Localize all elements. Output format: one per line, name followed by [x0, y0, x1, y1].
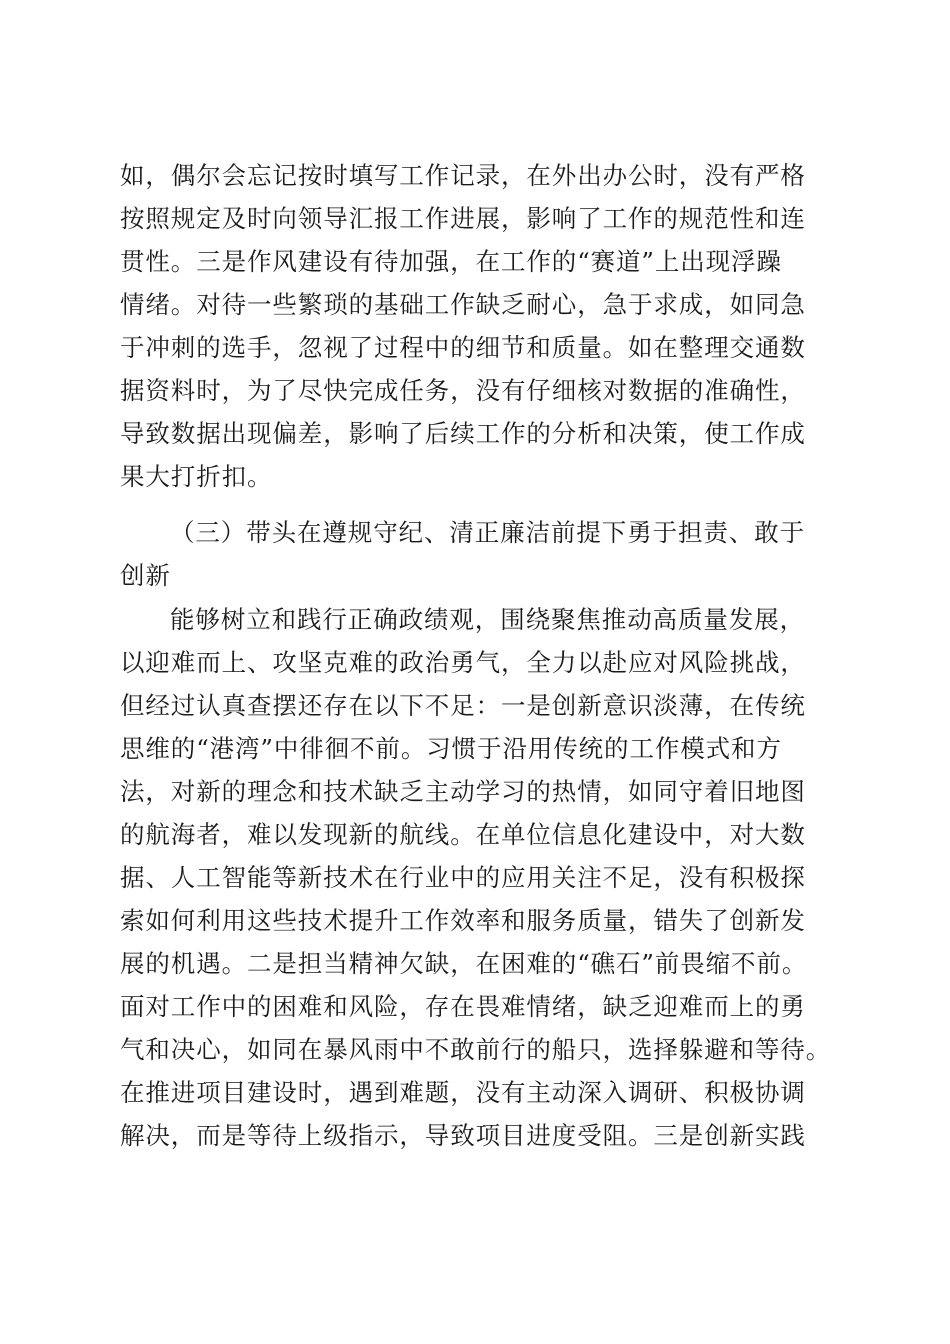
- body-text-line: 思维的“港湾”中徘徊不前。习惯于沿用传统的工作模式和方: [120, 734, 782, 763]
- body-text-line: 面对工作中的困难和风险，存在畏难情绪，缺乏迎难而上的勇: [120, 992, 806, 1021]
- body-text-line: 法，对新的理念和技术缺乏主动学习的热情，如同守着旧地图: [120, 777, 806, 806]
- body-text-line: 如，偶尔会忘记按时填写工作记录，在外出办公时，没有严格: [120, 161, 806, 190]
- paragraph-first-line: 能够树立和践行正确政绩观，围绕聚焦推动高质量发展，: [170, 605, 805, 634]
- section-heading-continuation: 创新: [120, 561, 171, 590]
- body-text-line: 解决，而是等待上级指示，导致项目进度受阻。三是创新实践: [120, 1121, 806, 1150]
- body-text-line: 贯性。三是作风建设有待加强，在工作的“赛道”上出现浮躁: [120, 247, 782, 276]
- body-text-line: 果大打折扣。: [120, 462, 273, 491]
- section-heading: （三）带头在遵规守纪、清正廉洁前提下勇于担责、敢于: [170, 518, 805, 547]
- body-text-line: 于冲刺的选手，忽视了过程中的细节和质量。如在整理交通数: [120, 333, 806, 362]
- body-text-line: 导致数据出现偏差，影响了后续工作的分析和决策，使工作成: [120, 419, 806, 448]
- body-text-line: 索如何利用这些技术提升工作效率和服务质量，错失了创新发: [120, 906, 806, 935]
- body-text-line: 据、人工智能等新技术在行业中的应用关注不足，没有积极探: [120, 863, 806, 892]
- body-text-line: 以迎难而上、攻坚克难的政治勇气，全力以赴应对风险挑战，: [120, 648, 806, 677]
- body-text-line: 展的机遇。二是担当精神欠缺，在困难的“礁石”前畏缩不前。: [120, 949, 808, 978]
- body-text-line: 气和决心，如同在暴风雨中不敢前行的船只，选择躲避和等待。: [120, 1035, 832, 1064]
- body-text-line: 按照规定及时向领导汇报工作进展，影响了工作的规范性和连: [120, 204, 806, 233]
- body-text-line: 据资料时，为了尽快完成任务，没有仔细核对数据的准确性，: [120, 376, 806, 405]
- body-text-line: 的航海者，难以发现新的航线。在单位信息化建设中，对大数: [120, 820, 806, 849]
- body-text-line: 但经过认真查摆还存在以下不足：一是创新意识淡薄，在传统: [120, 691, 806, 720]
- body-text-line: 在推进项目建设时，遇到难题，没有主动深入调研、积极协调: [120, 1078, 806, 1107]
- body-text-line: 情绪。对待一些繁琐的基础工作缺乏耐心，急于求成，如同急: [120, 290, 806, 319]
